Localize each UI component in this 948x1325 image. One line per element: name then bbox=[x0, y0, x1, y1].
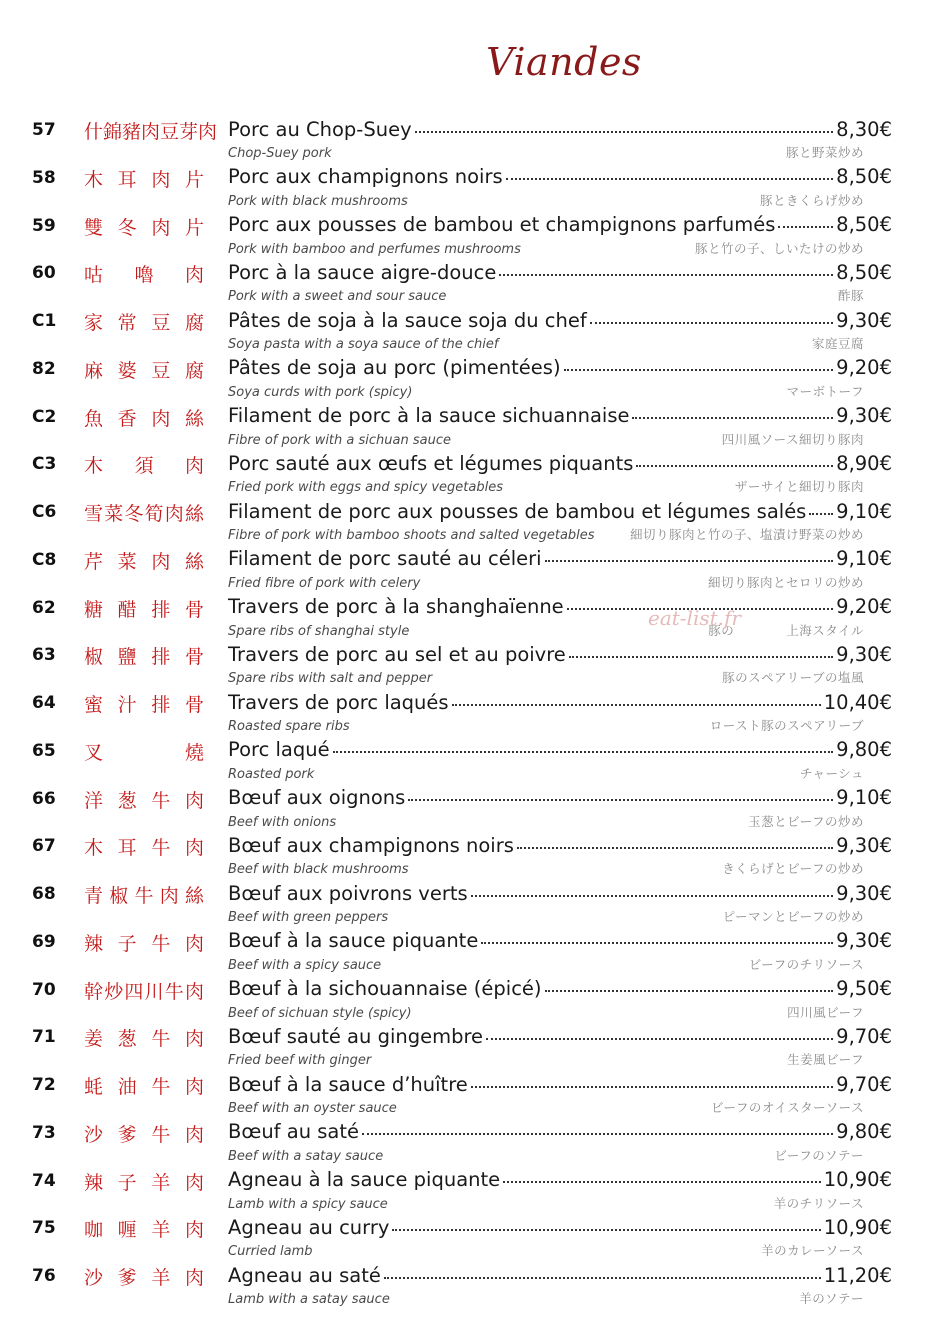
item-french-name: Filament de porc à la sauce sichuannaise bbox=[228, 404, 630, 428]
item-english-name: Lamb with a spicy sauce bbox=[228, 1196, 388, 1212]
item-japanese-name: ビーフのソテー bbox=[774, 1147, 864, 1163]
item-number: 82 bbox=[32, 358, 56, 379]
item-price: 9,20€ bbox=[836, 356, 892, 380]
item-subline bbox=[228, 955, 864, 973]
item-english-name: Fried pork with eggs and spicy vegetables bbox=[228, 480, 503, 496]
item-subline bbox=[228, 191, 864, 209]
item-number: 63 bbox=[32, 645, 56, 666]
dot-leader bbox=[481, 925, 833, 945]
item-japanese-name: 羊のソテー bbox=[799, 1291, 864, 1306]
item-price: 9,50€ bbox=[836, 977, 892, 1001]
item-price: 8,50€ bbox=[836, 260, 892, 284]
item-price: 10,40€ bbox=[823, 690, 892, 714]
item-number: C2 bbox=[32, 406, 57, 427]
item-price: 9,70€ bbox=[836, 1072, 892, 1096]
item-english-name: Pork with black mushrooms bbox=[228, 193, 408, 209]
item-line bbox=[228, 116, 892, 141]
menu-item bbox=[0, 1023, 948, 1071]
dot-leader bbox=[517, 829, 833, 849]
item-japanese-name: ザーサイと細切り豚肉 bbox=[734, 479, 864, 495]
item-price: 10,90€ bbox=[823, 1215, 892, 1239]
item-chinese-name: 蜜汁排骨 bbox=[84, 694, 204, 716]
item-number: 71 bbox=[32, 1027, 56, 1048]
item-number: 68 bbox=[32, 884, 56, 904]
item-french-name: Bœuf à la sauce d’huître bbox=[228, 1072, 468, 1096]
item-english-name: Beef with a spicy sauce bbox=[228, 957, 382, 973]
item-subline bbox=[228, 143, 864, 161]
dot-leader bbox=[392, 1211, 820, 1231]
item-french-name: Agneau au saté bbox=[228, 1263, 381, 1287]
dot-leader bbox=[486, 1020, 833, 1040]
item-chinese-name: 洋葱牛肉 bbox=[84, 789, 204, 812]
menu-item bbox=[0, 307, 948, 355]
item-japanese-name: ビーフのオイスターソース bbox=[710, 1100, 864, 1115]
item-subline bbox=[228, 859, 864, 877]
item-subline bbox=[228, 477, 864, 495]
item-chinese-name: 咕嚕肉 bbox=[84, 264, 204, 287]
item-number: 60 bbox=[32, 263, 56, 284]
item-chinese-name: 幹炒四川牛肉 bbox=[84, 980, 204, 1003]
item-line bbox=[228, 403, 892, 428]
item-number: 58 bbox=[32, 167, 56, 188]
menu-item bbox=[0, 594, 948, 642]
menu-item bbox=[0, 498, 948, 546]
menu-item bbox=[0, 737, 948, 785]
item-price: 9,80€ bbox=[836, 738, 892, 762]
item-subline bbox=[228, 334, 864, 352]
item-english-name: Lamb with a satay sauce bbox=[228, 1292, 390, 1307]
item-subline bbox=[228, 239, 864, 257]
item-chinese-name: 咖喱羊肉 bbox=[84, 1219, 204, 1242]
item-japanese-name: 羊のチリソース bbox=[773, 1195, 864, 1211]
item-japanese-name: 細切り豚肉とセロリの炒め bbox=[707, 574, 864, 590]
item-english-name: Beef with black mushrooms bbox=[228, 862, 409, 878]
item-french-name: Agneau au curry bbox=[228, 1215, 390, 1239]
item-subline bbox=[228, 1194, 864, 1212]
item-number: 66 bbox=[32, 788, 56, 809]
dot-leader bbox=[499, 256, 833, 276]
item-line bbox=[228, 546, 892, 571]
item-french-name: Pâtes de soja à la sauce soja du chef bbox=[228, 308, 587, 332]
item-french-name: Pâtes de soja au porc (pimentées) bbox=[228, 356, 561, 380]
item-japanese-name: 豚と野菜炒め bbox=[785, 145, 864, 160]
item-japanese-name: 四川風ビーフ bbox=[787, 1004, 864, 1020]
item-japanese-name: 生姜風ビーフ bbox=[787, 1052, 864, 1068]
item-french-name: Filament de porc sauté au céleri bbox=[228, 547, 542, 571]
item-number: C1 bbox=[32, 311, 57, 331]
menu-item bbox=[0, 116, 948, 164]
item-japanese-name: 家庭豆腐 bbox=[811, 336, 864, 351]
menu-item bbox=[0, 880, 948, 928]
item-subline bbox=[228, 764, 864, 782]
item-subline bbox=[228, 716, 864, 734]
item-chinese-name: 姜葱牛肉 bbox=[84, 1028, 204, 1051]
item-number: C8 bbox=[32, 549, 57, 570]
item-line bbox=[228, 1119, 892, 1144]
item-japanese-name: 豚の 上海スタイル bbox=[708, 622, 864, 638]
item-line bbox=[228, 1262, 892, 1287]
item-number: 62 bbox=[32, 597, 56, 618]
item-number: 69 bbox=[32, 931, 56, 952]
item-line bbox=[228, 785, 892, 810]
dot-leader bbox=[408, 782, 833, 802]
dot-leader bbox=[569, 638, 833, 658]
item-japanese-name: チャーシュ bbox=[799, 765, 864, 781]
item-chinese-name: 木須肉 bbox=[84, 455, 204, 478]
item-price: 9,20€ bbox=[836, 595, 892, 619]
item-english-name: Curried lamb bbox=[228, 1244, 313, 1260]
item-japanese-name: 豚ときくらげ炒め bbox=[759, 192, 864, 208]
item-chinese-name: 什錦豬肉豆芽肉 bbox=[84, 121, 218, 143]
item-line bbox=[228, 976, 892, 1001]
item-chinese-name: 青椒牛肉絲 bbox=[84, 885, 204, 907]
item-number: 57 bbox=[32, 120, 56, 140]
item-english-name: Beef of sichuan style (spicy) bbox=[228, 1005, 412, 1021]
item-number: C3 bbox=[32, 454, 57, 475]
item-subline bbox=[228, 430, 864, 448]
dot-leader bbox=[452, 686, 821, 706]
item-chinese-name: 辣子羊肉 bbox=[84, 1171, 204, 1194]
menu-item bbox=[0, 1214, 948, 1262]
item-japanese-name: ロースト豚のスペアリーブ bbox=[709, 718, 864, 733]
menu-item bbox=[0, 355, 948, 403]
item-japanese-name: 細切り豚肉と竹の子、塩漬け野菜の炒め bbox=[629, 527, 864, 542]
item-price: 9,70€ bbox=[836, 1024, 892, 1048]
item-chinese-name: 沙爹羊肉 bbox=[84, 1267, 204, 1289]
item-price: 9,30€ bbox=[836, 881, 892, 905]
item-chinese-name: 雙冬肉片 bbox=[84, 216, 204, 239]
item-subline bbox=[228, 1098, 864, 1116]
item-subline bbox=[228, 907, 864, 925]
item-english-name: Beef with a satay sauce bbox=[228, 1148, 384, 1164]
item-price: 8,50€ bbox=[836, 213, 892, 237]
dot-leader bbox=[471, 877, 834, 897]
dot-leader bbox=[471, 1068, 833, 1088]
item-price: 10,90€ bbox=[823, 1168, 892, 1192]
item-number: 72 bbox=[32, 1075, 56, 1095]
item-english-name: Roasted pork bbox=[228, 766, 315, 782]
menu-item bbox=[0, 450, 948, 498]
item-french-name: Porc laqué bbox=[228, 738, 330, 762]
item-chinese-name: 辣子牛肉 bbox=[84, 932, 204, 955]
item-subline bbox=[228, 1289, 864, 1307]
item-number: 75 bbox=[32, 1218, 56, 1239]
item-subline bbox=[228, 812, 864, 830]
item-price: 11,20€ bbox=[823, 1263, 892, 1287]
item-price: 9,10€ bbox=[836, 786, 892, 810]
menu-item bbox=[0, 1262, 948, 1310]
menu-item bbox=[0, 1071, 948, 1119]
menu-list bbox=[0, 116, 948, 1310]
item-price: 9,30€ bbox=[836, 308, 892, 332]
item-japanese-name: 豚のスペアリーブの塩風 bbox=[722, 670, 864, 686]
item-french-name: Bœuf au saté bbox=[228, 1120, 360, 1144]
item-french-name: Bœuf à la sauce piquante bbox=[228, 929, 479, 953]
item-english-name: Fried fibre of pork with celery bbox=[228, 575, 421, 591]
dot-leader bbox=[415, 113, 834, 133]
item-subline bbox=[228, 1146, 864, 1164]
item-french-name: Bœuf aux champignons noirs bbox=[228, 833, 514, 857]
item-english-name: Spare ribs with salt and pepper bbox=[228, 671, 433, 687]
item-price: 9,10€ bbox=[836, 547, 892, 571]
item-subline bbox=[228, 668, 864, 686]
item-line bbox=[228, 307, 892, 332]
item-subline bbox=[228, 621, 864, 639]
item-chinese-name: 木耳肉片 bbox=[84, 168, 204, 191]
item-subline bbox=[228, 382, 864, 400]
item-line bbox=[228, 1167, 892, 1192]
item-french-name: Travers de porc au sel et au poivre bbox=[228, 642, 566, 666]
item-english-name: Pork with bamboo and perfumes mushrooms bbox=[228, 241, 521, 257]
item-number: 70 bbox=[32, 979, 56, 1000]
item-french-name: Filament de porc aux pousses de bambou et légumes salés bbox=[228, 499, 807, 523]
item-french-name: Travers de porc laqués bbox=[228, 690, 449, 714]
menu-item bbox=[0, 928, 948, 976]
item-french-name: Porc aux pousses de bambou et champignons parfumés bbox=[228, 213, 776, 237]
watermark: eat-list.fr bbox=[648, 606, 741, 630]
item-number: 67 bbox=[32, 836, 56, 857]
item-chinese-name: 沙爹牛肉 bbox=[84, 1123, 204, 1146]
item-line bbox=[228, 355, 892, 380]
item-english-name: Roasted spare ribs bbox=[228, 719, 350, 734]
item-chinese-name: 糖醋排骨 bbox=[84, 598, 204, 621]
item-subline bbox=[228, 286, 864, 304]
dot-leader bbox=[503, 1164, 821, 1184]
menu-item bbox=[0, 403, 948, 451]
item-number: 74 bbox=[32, 1170, 56, 1191]
dot-leader bbox=[636, 447, 833, 467]
item-subline bbox=[228, 1050, 864, 1068]
dot-leader bbox=[564, 352, 834, 372]
item-chinese-name: 雪菜冬筍肉絲 bbox=[84, 503, 204, 525]
item-number: 65 bbox=[32, 740, 56, 761]
dot-leader bbox=[632, 400, 833, 420]
menu-item bbox=[0, 785, 948, 833]
dot-leader bbox=[590, 304, 833, 324]
menu-item bbox=[0, 1119, 948, 1167]
item-chinese-name: 芹菜肉絲 bbox=[84, 550, 204, 573]
item-number: 59 bbox=[32, 215, 56, 236]
item-number: 76 bbox=[32, 1266, 56, 1286]
item-line bbox=[228, 212, 892, 237]
item-french-name: Agneau à la sauce piquante bbox=[228, 1168, 501, 1192]
item-japanese-name: マーボトーフ bbox=[786, 383, 864, 399]
item-price: 9,30€ bbox=[836, 833, 892, 857]
item-french-name: Bœuf à la sichouannaise (épicé) bbox=[228, 977, 542, 1001]
item-english-name: Beef with green peppers bbox=[228, 910, 389, 925]
item-line bbox=[228, 259, 892, 284]
item-line bbox=[228, 832, 892, 857]
item-line bbox=[228, 928, 892, 953]
item-subline bbox=[228, 525, 864, 543]
item-line bbox=[228, 689, 892, 714]
item-line bbox=[228, 498, 892, 523]
dot-leader bbox=[809, 495, 833, 515]
item-line bbox=[228, 594, 892, 619]
item-subline bbox=[228, 1241, 864, 1259]
menu-item bbox=[0, 976, 948, 1024]
item-chinese-name: 木耳牛肉 bbox=[84, 837, 204, 860]
item-price: 8,30€ bbox=[836, 117, 892, 141]
item-chinese-name: 麻婆豆腐 bbox=[84, 359, 204, 382]
item-price: 9,10€ bbox=[836, 499, 892, 523]
item-price: 8,50€ bbox=[836, 165, 892, 189]
item-line bbox=[228, 737, 892, 762]
item-japanese-name: ピーマンとビーフの炒め bbox=[722, 909, 864, 924]
dot-leader bbox=[545, 973, 834, 993]
item-price: 9,30€ bbox=[836, 642, 892, 666]
menu-item bbox=[0, 641, 948, 689]
item-english-name: Soya pasta with a soya sauce of the chief bbox=[228, 337, 499, 352]
menu-item bbox=[0, 1167, 948, 1215]
item-number: C6 bbox=[32, 502, 57, 522]
item-french-name: Porc au Chop-Suey bbox=[228, 117, 412, 141]
item-english-name: Fibre of pork with bamboo shoots and salted vegetables bbox=[228, 528, 595, 543]
item-english-name: Fried beef with ginger bbox=[228, 1053, 372, 1069]
item-french-name: Travers de porc à la shanghaïenne bbox=[228, 595, 564, 619]
item-english-name: Soya curds with pork (spicy) bbox=[228, 384, 413, 400]
menu-item bbox=[0, 259, 948, 307]
dot-leader bbox=[362, 1116, 833, 1136]
item-french-name: Porc à la sauce aigre-douce bbox=[228, 260, 497, 284]
menu-item bbox=[0, 546, 948, 594]
item-price: 9,80€ bbox=[836, 1120, 892, 1144]
dot-leader bbox=[333, 734, 834, 754]
item-japanese-name: 四川風ソース細切り豚肉 bbox=[721, 431, 864, 447]
item-english-name: Spare ribs of shanghai style bbox=[228, 623, 410, 639]
item-japanese-name: 酢豚 bbox=[837, 288, 864, 304]
item-french-name: Bœuf aux poivrons verts bbox=[228, 881, 468, 905]
item-line bbox=[228, 1023, 892, 1048]
dot-leader bbox=[545, 543, 834, 563]
item-chinese-name: 椒鹽排骨 bbox=[84, 646, 204, 669]
item-english-name: Fibre of pork with a sichuan sauce bbox=[228, 432, 451, 448]
item-price: 9,30€ bbox=[836, 404, 892, 428]
item-japanese-name: 羊のカレーソース bbox=[761, 1243, 864, 1259]
item-subline bbox=[228, 573, 864, 591]
item-french-name: Bœuf aux oignons bbox=[228, 786, 406, 810]
menu-item bbox=[0, 832, 948, 880]
dot-leader bbox=[384, 1259, 821, 1279]
item-line bbox=[228, 880, 892, 905]
item-english-name: Beef with an oyster sauce bbox=[228, 1101, 397, 1116]
menu-item bbox=[0, 212, 948, 260]
item-chinese-name: 魚香肉絲 bbox=[84, 407, 204, 430]
menu-item bbox=[0, 164, 948, 212]
item-price: 9,30€ bbox=[836, 929, 892, 953]
item-japanese-name: 豚と竹の子、しいたけの炒め bbox=[694, 240, 864, 256]
item-chinese-name: 家常豆腐 bbox=[84, 312, 204, 334]
item-price: 8,90€ bbox=[836, 451, 892, 475]
item-chinese-name: 蚝油牛肉 bbox=[84, 1076, 204, 1098]
item-line bbox=[228, 450, 892, 475]
item-french-name: Porc sauté aux œufs et légumes piquants bbox=[228, 451, 634, 475]
item-number: 64 bbox=[32, 693, 56, 713]
item-chinese-name: 叉燒 bbox=[84, 741, 204, 764]
item-line bbox=[228, 1071, 892, 1096]
item-japanese-name: 玉葱とビーフの炒め bbox=[748, 813, 864, 829]
page-title: Viandes bbox=[486, 40, 642, 84]
dot-leader bbox=[506, 161, 834, 181]
item-number: 73 bbox=[32, 1122, 56, 1143]
item-japanese-name: きくらげとビーフの炒め bbox=[722, 861, 864, 877]
item-english-name: Chop-Suey pork bbox=[228, 146, 332, 161]
menu-item bbox=[0, 689, 948, 737]
item-japanese-name: ビーフのチリソース bbox=[748, 956, 864, 972]
dot-leader bbox=[778, 209, 833, 229]
item-line bbox=[228, 1214, 892, 1239]
item-line bbox=[228, 164, 892, 189]
item-french-name: Bœuf sauté au gingembre bbox=[228, 1024, 484, 1048]
item-french-name: Porc aux champignons noirs bbox=[228, 165, 503, 189]
item-line bbox=[228, 641, 892, 666]
item-english-name: Pork with a sweet and sour sauce bbox=[228, 289, 447, 305]
item-english-name: Beef with onions bbox=[228, 814, 337, 830]
item-subline bbox=[228, 1003, 864, 1021]
